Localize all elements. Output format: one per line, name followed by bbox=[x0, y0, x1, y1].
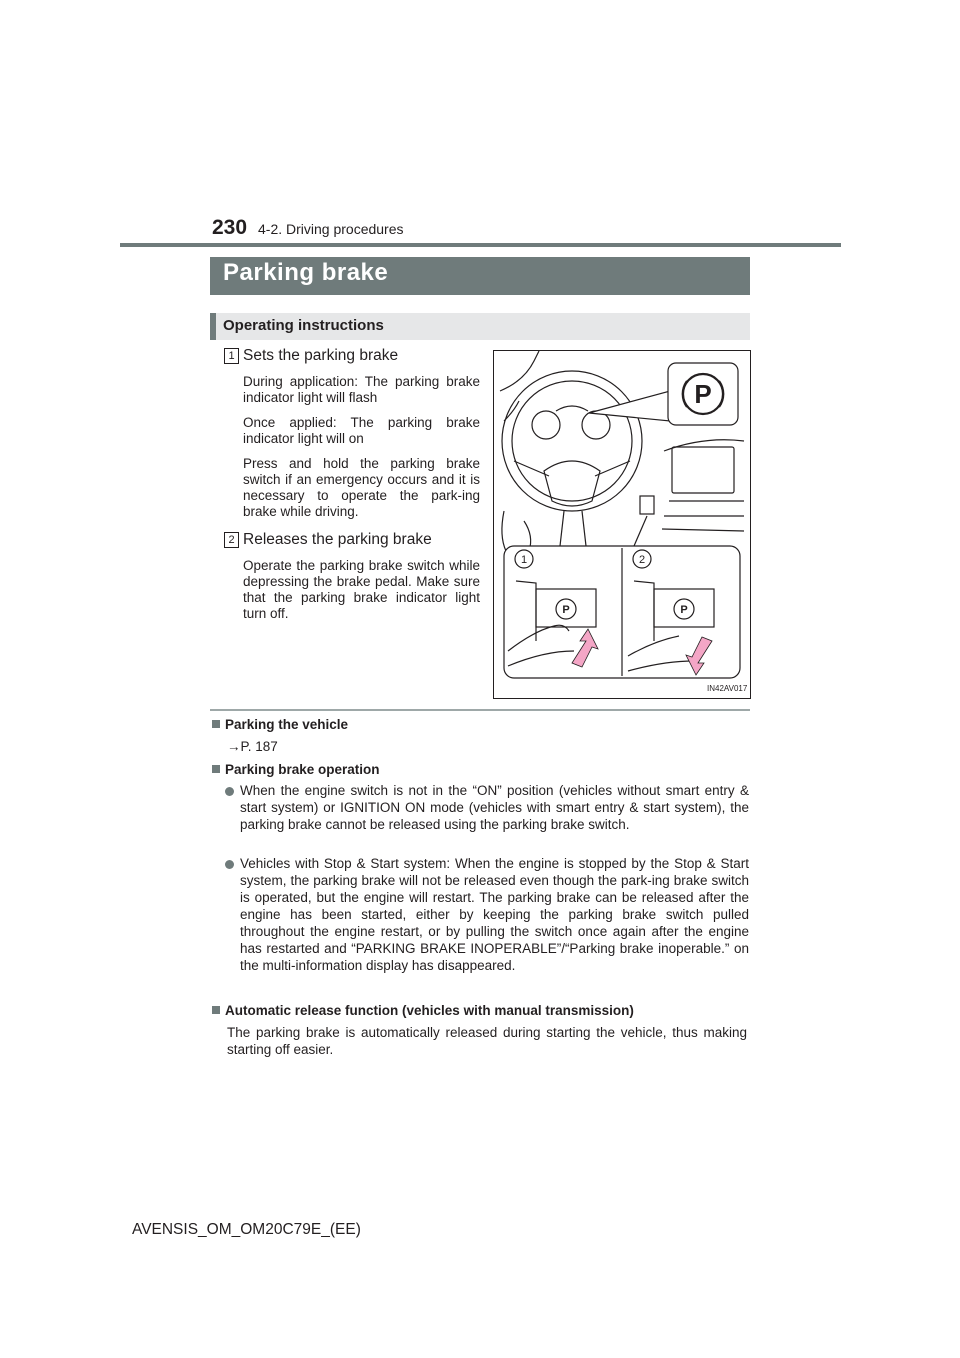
subsection-accent bbox=[210, 313, 216, 340]
square-bullet-icon bbox=[212, 765, 220, 773]
operation-bullet-2: Vehicles with Stop & Start system: When the engine is stopped by the Stop & Start system, the parking brake will not be released even though the park-ing brake switch is operated, but the engine will restart. The parking brake can be released after the engine has been started, either by keeping the parking brake switch pulled throughout the engine restart, or by pulling the switch once again after the engine has restarted and “PARKING BRAKE INOPERABLE”/“Parking brake inoperable.” on the multi-information display has disappeared. bbox=[240, 856, 749, 973]
p-symbol-right: P bbox=[680, 604, 688, 616]
step-1-desc-3: Press and hold the parking brake switch if an emergency occurs and it is necessary to operate the park-ing brake while driving. bbox=[243, 456, 480, 519]
figure-callout-1: 1 bbox=[520, 554, 528, 566]
footer-document-id: AVENSIS_OM_OM20C79E_(EE) bbox=[132, 1221, 361, 1238]
p-symbol-left: P bbox=[562, 604, 570, 616]
page-reference-link[interactable]: →P. 187 bbox=[227, 739, 278, 754]
page-title: Parking brake bbox=[223, 259, 389, 286]
step-2-desc-1: Operate the parking brake switch while depressing the brake pedal. Make sure that the parking brake indicator light turn off. bbox=[243, 558, 480, 621]
step-1-desc-2: Once applied: The parking brake indicator light will on bbox=[243, 415, 480, 446]
auto-release-body: The parking brake is automatically released during starting the vehicle, thus making starting off easier. bbox=[227, 1025, 747, 1057]
note-auto-release-heading bbox=[212, 1003, 634, 1018]
bullet-dot-icon bbox=[225, 860, 234, 869]
subsection-title: Operating instructions bbox=[223, 317, 384, 334]
note-heading-text: Parking brake operation bbox=[225, 762, 380, 777]
section-reference: 4-2. Driving procedures bbox=[258, 221, 404, 237]
separator-rule bbox=[210, 709, 750, 711]
illustration-svg bbox=[494, 351, 750, 698]
figure-callout-2: 2 bbox=[638, 554, 646, 566]
p-symbol-large: P bbox=[694, 379, 712, 409]
page-number: 230 bbox=[212, 216, 248, 239]
step-1-title: Sets the parking brake bbox=[243, 347, 399, 364]
note-parking-vehicle-heading bbox=[212, 717, 348, 732]
operation-bullet-1: When the engine switch is not in the “ON” position (vehicles without smart entry & start system) or IGNITION ON mode (vehicles with smart entry & start system), the parking brake cannot be released using the parking brake switch. bbox=[240, 783, 749, 832]
step-1-number: 1 bbox=[224, 348, 239, 364]
step-2-title: Releases the parking brake bbox=[243, 531, 432, 548]
header-rule bbox=[120, 243, 841, 247]
note-heading-text: Parking the vehicle bbox=[225, 717, 349, 732]
square-bullet-icon bbox=[212, 1006, 220, 1014]
square-bullet-icon bbox=[212, 720, 220, 728]
note-operation-heading bbox=[212, 762, 380, 777]
step-1-desc-1: During application: The parking brake indicator light will flash bbox=[243, 374, 480, 405]
figure-code: IN42AV017 bbox=[707, 684, 748, 693]
step-2-number: 2 bbox=[224, 532, 239, 548]
note-heading-text: Automatic release function (vehicles with manual transmission) bbox=[225, 1003, 634, 1018]
parking-brake-illustration bbox=[493, 350, 751, 699]
bullet-dot-icon bbox=[225, 787, 234, 796]
